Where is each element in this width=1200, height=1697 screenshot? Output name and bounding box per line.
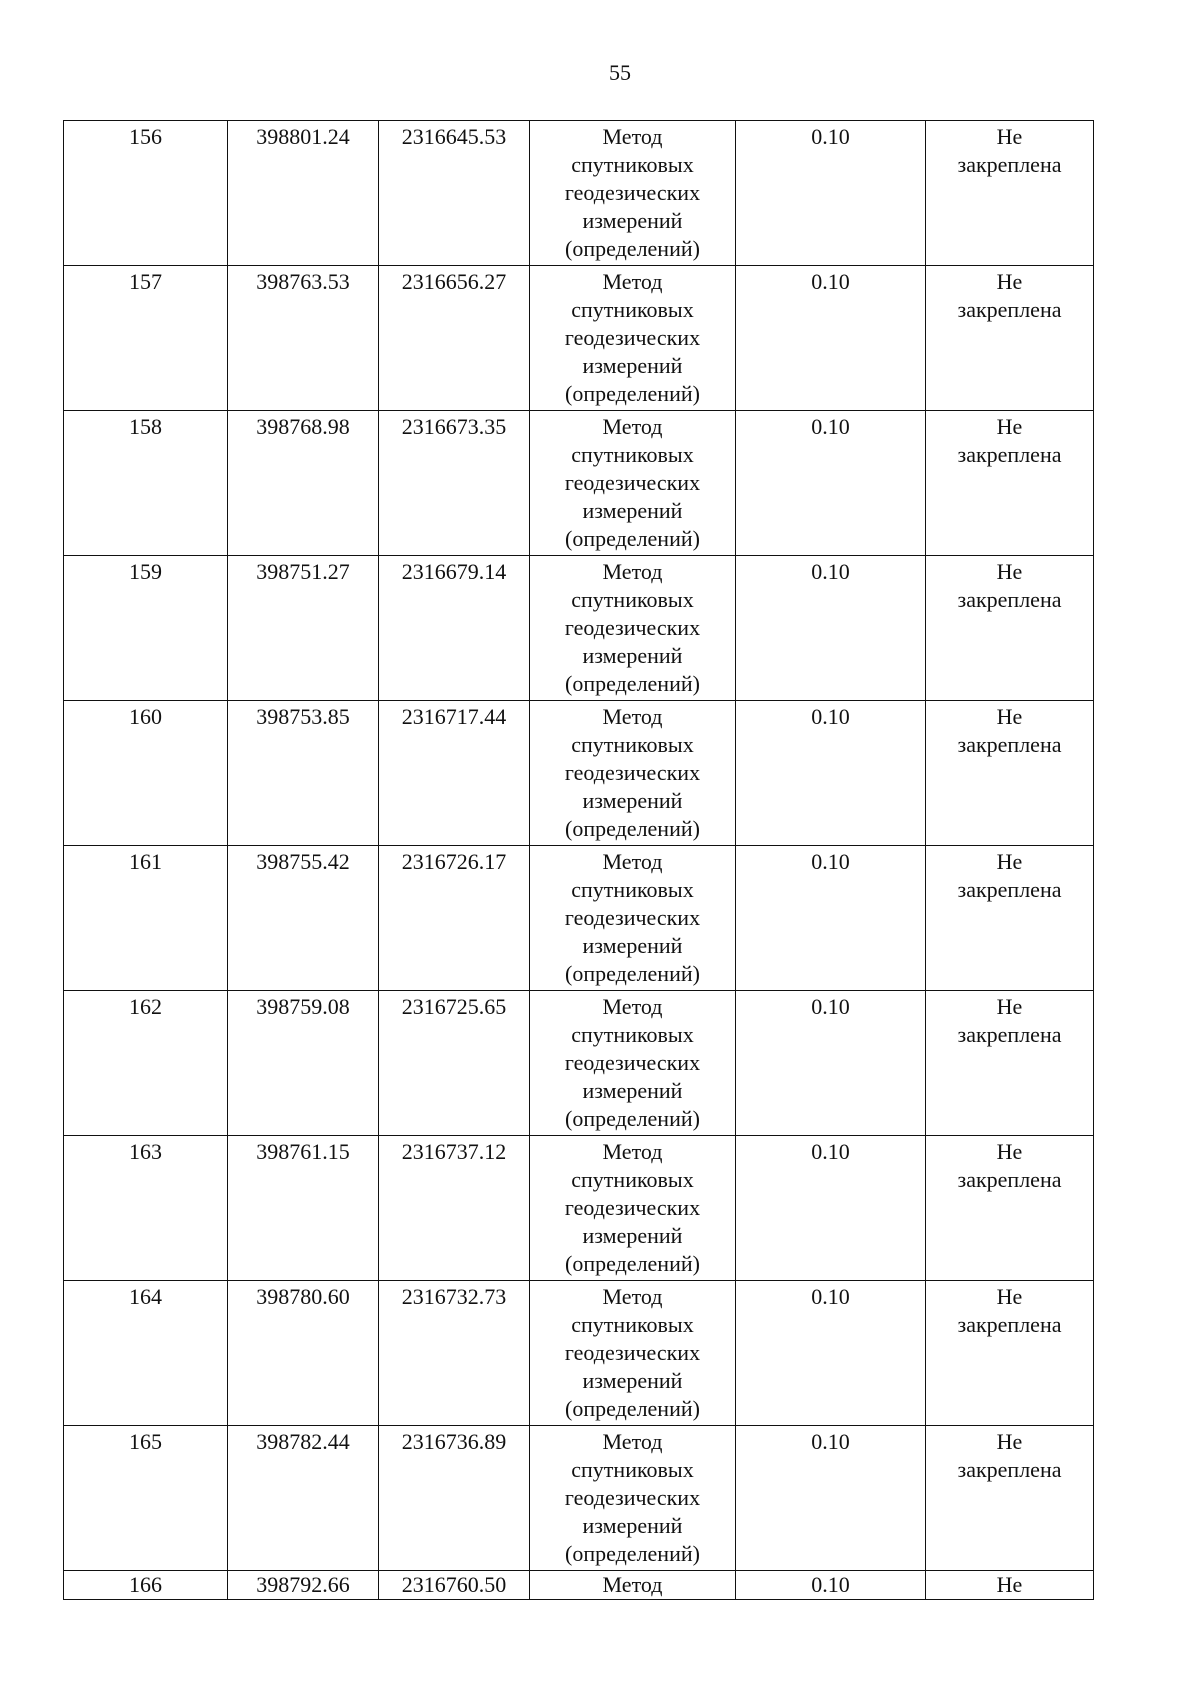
point-number-cell: 164 [64,1281,228,1426]
x-coordinate-cell: 398751.27 [228,556,379,701]
fixation-cell [926,411,1094,556]
method-line: Метод [602,559,663,584]
method-line: геодезических [564,470,701,495]
point-number-cell: 156 [64,121,228,266]
fixation-line: закреплена [957,1312,1062,1337]
point-number-cell: 165 [64,1426,228,1571]
method-line: спутниковых [571,297,694,322]
method-line: измерений [582,498,683,523]
point-number-cell: 158 [64,411,228,556]
x-coordinate-cell: 398782.44 [228,1426,379,1571]
method-line: Метод [602,849,663,874]
x-coordinate-cell: 398780.60 [228,1281,379,1426]
method-line: измерений [582,1078,683,1103]
method-line: геодезических [564,760,701,785]
method-line: спутниковых [571,1167,694,1192]
accuracy-cell: 0.10 [736,121,926,266]
method-cell [530,266,736,411]
table-row [64,1136,1094,1281]
method-line: геодезических [564,180,701,205]
method-line: геодезических [564,1485,701,1510]
point-number-cell: 160 [64,701,228,846]
method-line: измерений [582,353,683,378]
method-line: Метод [602,414,663,439]
point-number-cell: 161 [64,846,228,991]
fixation-cell [926,1136,1094,1281]
table-row [64,411,1094,556]
method-line: спутниковых [571,442,694,467]
fixation-line: Не [996,559,1023,584]
method-cell [530,701,736,846]
fixation-line: Не [996,704,1023,729]
y-coordinate-cell: 2316645.53 [379,121,530,266]
method-line: геодезических [564,325,701,350]
method-line: спутниковых [571,1312,694,1337]
y-coordinate-cell: 2316725.65 [379,991,530,1136]
table-row [64,701,1094,846]
coordinates-table-tail [64,1571,1094,1600]
method-line: геодезических [564,615,701,640]
method-line: геодезических [564,1050,701,1075]
method-line: (определений) [565,671,700,696]
fixation-line: Не [996,849,1023,874]
method-cell [530,411,736,556]
method-line: Метод [602,704,663,729]
y-coordinate-cell: 2316760.50 [379,1571,530,1600]
x-coordinate-cell: 398761.15 [228,1136,379,1281]
fixation-cell: Не [926,1571,1094,1600]
fixation-line: Не [996,1284,1023,1309]
method-line: Метод [602,269,663,294]
table-row [64,121,1094,266]
fixation-line: закреплена [957,442,1062,467]
table-row [64,556,1094,701]
method-line: Метод [602,1429,663,1454]
fixation-cell [926,556,1094,701]
method-line: измерений [582,643,683,668]
method-line: геодезических [564,1195,701,1220]
method-line: (определений) [565,1106,700,1131]
accuracy-cell: 0.10 [736,556,926,701]
method-line: измерений [582,788,683,813]
fixation-line: закреплена [957,1457,1062,1482]
page-number: 55 [609,60,631,85]
method-cell [530,1281,736,1426]
method-line: Метод [602,124,663,149]
x-coordinate-cell: 398792.66 [228,1571,379,1600]
accuracy-cell: 0.10 [736,411,926,556]
accuracy-cell: 0.10 [736,1571,926,1600]
accuracy-cell: 0.10 [736,1426,926,1571]
y-coordinate-cell: 2316656.27 [379,266,530,411]
fixation-line: Не [996,414,1023,439]
y-coordinate-cell: 2316679.14 [379,556,530,701]
method-line: спутниковых [571,732,694,757]
method-line: спутниковых [571,1022,694,1047]
accuracy-cell: 0.10 [736,1136,926,1281]
point-number-cell: 157 [64,266,228,411]
method-cell [530,1136,736,1281]
y-coordinate-cell: 2316673.35 [379,411,530,556]
method-line: (определений) [565,1251,700,1276]
method-line: измерений [582,208,683,233]
accuracy-cell: 0.10 [736,1281,926,1426]
x-coordinate-cell: 398768.98 [228,411,379,556]
y-coordinate-cell: 2316732.73 [379,1281,530,1426]
method-line: (определений) [565,1396,700,1421]
accuracy-cell: 0.10 [736,846,926,991]
fixation-cell [926,121,1094,266]
method-line: Метод [602,1139,663,1164]
method-line: спутниковых [571,1457,694,1482]
method-line: геодезических [564,905,701,930]
fixation-line: закреплена [957,152,1062,177]
method-line: измерений [582,933,683,958]
method-line: геодезических [564,1340,701,1365]
fixation-line: Не [996,269,1023,294]
table-row [64,1571,1094,1600]
x-coordinate-cell: 398801.24 [228,121,379,266]
method-line: (определений) [565,526,700,551]
x-coordinate-cell: 398755.42 [228,846,379,991]
y-coordinate-cell: 2316737.12 [379,1136,530,1281]
method-cell [530,1426,736,1571]
fixation-line: закреплена [957,297,1062,322]
accuracy-cell: 0.10 [736,991,926,1136]
fixation-cell [926,991,1094,1136]
fixation-cell [926,846,1094,991]
point-number-cell: 163 [64,1136,228,1281]
method-line: (определений) [565,1541,700,1566]
method-cell: Метод [530,1571,736,1600]
fixation-cell [926,1426,1094,1571]
point-number-cell: 159 [64,556,228,701]
table-row [64,991,1094,1136]
fixation-line: Не [996,1429,1023,1454]
method-line: измерений [582,1223,683,1248]
table-row [64,1426,1094,1571]
method-line: измерений [582,1513,683,1538]
accuracy-cell: 0.10 [736,266,926,411]
x-coordinate-cell: 398753.85 [228,701,379,846]
method-cell [530,846,736,991]
fixation-line: Не [996,994,1023,1019]
accuracy-cell: 0.10 [736,701,926,846]
method-line: (определений) [565,816,700,841]
fixation-cell [926,1281,1094,1426]
fixation-cell [926,266,1094,411]
fixation-line: закреплена [957,732,1062,757]
fixation-line: закреплена [957,587,1062,612]
fixation-cell [926,701,1094,846]
method-cell [530,556,736,701]
table-row [64,1281,1094,1426]
method-line: Метод [602,994,663,1019]
method-cell [530,991,736,1136]
point-number-cell: 166 [64,1571,228,1600]
y-coordinate-cell: 2316736.89 [379,1426,530,1571]
method-line: (определений) [565,381,700,406]
x-coordinate-cell: 398759.08 [228,991,379,1136]
fixation-line: закреплена [957,877,1062,902]
coordinates-table-body [64,121,1094,1571]
y-coordinate-cell: 2316717.44 [379,701,530,846]
fixation-line: Не [996,1139,1023,1164]
fixation-line: закреплена [957,1022,1062,1047]
table-row [64,846,1094,991]
y-coordinate-cell: 2316726.17 [379,846,530,991]
fixation-line: закреплена [957,1167,1062,1192]
method-line: (определений) [565,961,700,986]
method-cell [530,121,736,266]
point-number-cell: 162 [64,991,228,1136]
method-line: спутниковых [571,152,694,177]
method-line: спутниковых [571,587,694,612]
method-line: спутниковых [571,877,694,902]
x-coordinate-cell: 398763.53 [228,266,379,411]
method-line: Метод [602,1284,663,1309]
method-line: измерений [582,1368,683,1393]
coordinates-table [63,120,1094,1600]
fixation-line: Не [996,124,1023,149]
table-row [64,266,1094,411]
method-line: (определений) [565,236,700,261]
